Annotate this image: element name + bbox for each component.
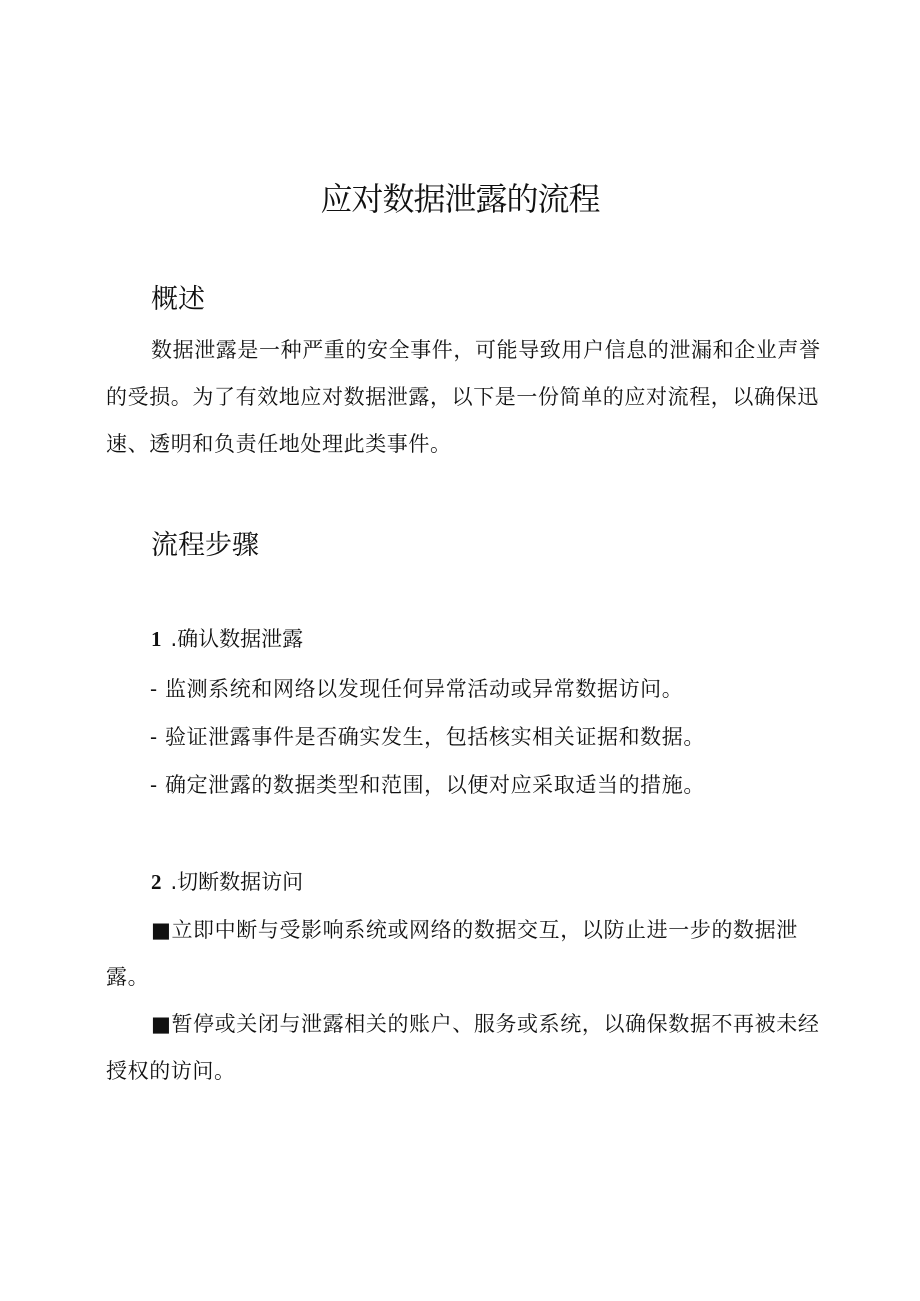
step-item: - 监测系统和网络以发现任何异常活动或异常数据访问。	[150, 677, 684, 701]
step-item: - 验证泄露事件是否确实发生，包括核实相关证据和数据。	[150, 725, 705, 749]
overview-heading: 概述	[151, 284, 205, 315]
document-title: 应对数据泄露的流程	[320, 180, 600, 218]
step-item: ■立即中断与受影响系统或网络的数据交互，以防止进一步的数据泄露。	[106, 918, 798, 989]
process-heading: 流程步骤	[151, 530, 259, 561]
step-title: .切断数据访问	[170, 870, 304, 894]
step-number: 1	[151, 627, 162, 651]
step-title: .确认数据泄露	[170, 627, 304, 651]
step-item: - 确定泄露的数据类型和范围，以便对应采取适当的措施。	[150, 773, 705, 797]
step-heading	[151, 867, 303, 897]
step-number: 2	[151, 870, 162, 894]
step-item: ■暂停或关闭与泄露相关的账户、服务或系统，以确保数据不再被未经授权的访问。	[106, 1012, 820, 1083]
overview-paragraph: 数据泄露是一种严重的安全事件，可能导致用户信息的泄漏和企业声誉的受损。为了有效地应对数据泄露，以下是一份简单的应对流程，以确保迅速、透明和负责任地处理此类事件。	[106, 338, 821, 456]
step-heading	[151, 624, 303, 654]
